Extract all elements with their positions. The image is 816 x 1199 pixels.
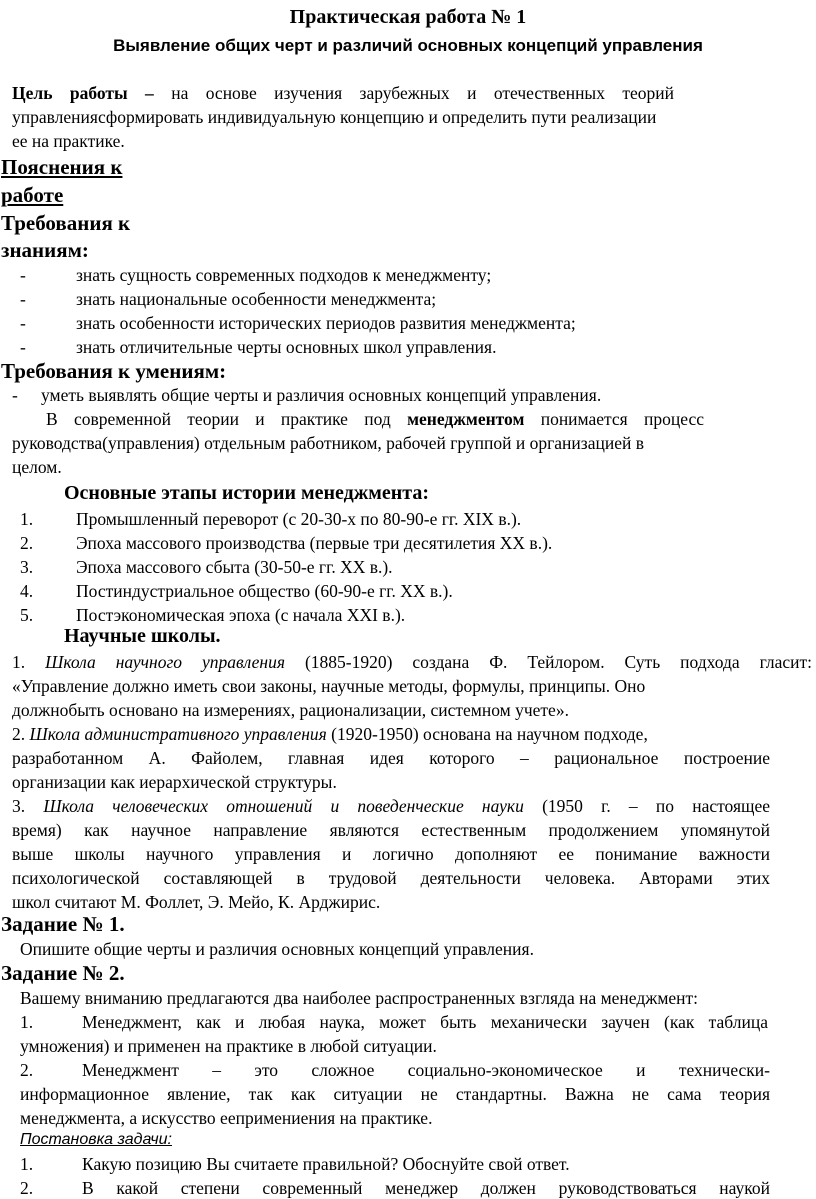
view-2-line-3: менеджмента, а искусство еепримениения на практике.: [20, 1108, 433, 1128]
school-3-line-1: [12, 796, 770, 817]
management-def-pre: В современной теории и практике под: [46, 409, 391, 429]
stage-item: Постэкономическая эпоха (с начала XXI в.).: [76, 605, 406, 625]
goal-line-2: управлениясформировать индивидуальную концепцию и определить пути реализации: [12, 107, 657, 127]
bullet-dash: -: [20, 289, 26, 309]
stage-item: Эпоха массового сбыта (30-50-е гг. XX в.).: [76, 557, 393, 577]
page-title: Практическая работа № 1: [289, 6, 527, 28]
list-number: 1.: [20, 1012, 34, 1032]
bullet-dash: -: [12, 385, 18, 405]
goal-line-3: ее на практике.: [12, 131, 125, 151]
goal-label: Цель работы –: [12, 83, 154, 103]
school-2-num: 2.: [12, 724, 26, 744]
bullet-dash: -: [20, 337, 26, 357]
school-2-line-3: организации как иерархической структуры.: [12, 772, 337, 792]
task-1-heading: Задание № 1.: [1, 912, 125, 936]
question-2: В какой степени современный менеджер должен руководствоваться наукой: [82, 1178, 770, 1198]
view-2-line-2: информационное явление, так как ситуации не стандартны. Важна не сама теория: [20, 1084, 770, 1104]
list-number: 2.: [20, 1060, 34, 1080]
knowledge-item: знать сущность современных подходов к менеджменту;: [76, 265, 492, 285]
school-3-name: Школа человеческих отношений и поведенческие науки: [43, 796, 524, 816]
stages-heading: Основные этапы истории менеджмента:: [64, 482, 429, 504]
view-1-line-2: умножения) и применен на практике в любой ситуации.: [20, 1036, 437, 1056]
management-def-line-1: [46, 409, 704, 430]
list-number: 3.: [20, 557, 34, 577]
knowledge-heading-1: Требования к: [1, 211, 131, 235]
stage-item: Промышленный переворот (с 20-30-х по 80-90-е гг. XIX в.).: [76, 509, 522, 529]
list-number: 1.: [20, 509, 34, 529]
skills-heading: Требования к умениям:: [1, 359, 227, 383]
bullet-dash: -: [20, 265, 26, 285]
school-1-name: Школа научного управления: [45, 652, 285, 672]
management-def-line-2: руководства(управления) отдельным работником, рабочей группой и организацией в: [12, 433, 644, 453]
school-1-line-1: [12, 652, 812, 673]
view-1-line-1: Менеджмент, как и любая наука, может быть механически заучен (как таблица: [82, 1012, 768, 1032]
school-2-line-2: разработанном А. Файолем, главная идея которого – рациональное построение: [12, 748, 770, 768]
list-number: 2.: [20, 1178, 34, 1198]
knowledge-item: знать национальные особенности менеджмента;: [76, 289, 437, 309]
school-2-name: Школа административного управления: [29, 724, 327, 744]
statement-label: Постановка задачи:: [20, 1131, 172, 1148]
goal-line-1: [12, 83, 674, 104]
list-number: 2.: [20, 533, 34, 553]
bullet-dash: -: [20, 313, 26, 333]
school-1-line-2: «Управление должно иметь свои законы, научные методы, формулы, принципы. Оно: [12, 676, 646, 696]
page-subtitle: Выявление общих черт и различий основных концепций управления: [113, 36, 703, 55]
skills-item: уметь выявлять общие черты и различия основных концепций управления.: [41, 385, 602, 405]
task-2-heading: Задание № 2.: [1, 961, 125, 985]
knowledge-heading-2: знаниям:: [1, 238, 89, 262]
school-1-line-3: должнобыть основано на измерениях, рационализации, системном учете».: [12, 700, 569, 720]
knowledge-item: знать особенности исторических периодов развития менеджмента;: [76, 313, 576, 333]
school-3-line-4: психологической составляющей в трудовой деятельности человека. Авторами этих: [12, 868, 770, 888]
goal-text-1: на основе изучения зарубежных и отечественных теорий: [171, 83, 674, 103]
task-1-text: Опишите общие черты и различия основных концепций управления.: [20, 939, 534, 959]
school-2-line-1: [12, 724, 648, 745]
management-def-post: понимается процесс: [540, 409, 704, 429]
list-number: 4.: [20, 581, 34, 601]
stage-item: Эпоха массового производства (первые три десятилетия XX в.).: [76, 533, 553, 553]
task-2-intro: Вашему вниманию предлагаются два наиболее распространенных взгляда на менеджмент:: [20, 988, 699, 1008]
explanations-heading-1: Пояснения к: [1, 155, 123, 179]
school-3-rest: (1950 г. – по настоящее: [542, 796, 771, 816]
school-3-line-3: выше школы научного управления и логично дополняют ее понимание важности: [12, 844, 770, 864]
school-3-num: 3.: [12, 796, 26, 816]
schools-heading: Научные школы.: [64, 625, 221, 647]
list-number: 1.: [20, 1154, 34, 1174]
view-2-line-1: Менеджмент – это сложное социально-экономическое и технически-: [82, 1060, 770, 1080]
question-1: Какую позицию Вы считаете правильной? Обоснуйте свой ответ.: [82, 1154, 570, 1174]
school-1-rest: (1885-1920) создана Ф. Тейлором. Суть подхода гласит:: [304, 652, 813, 672]
school-3-line-2: время) как научное направление являются естественным продолжением упомянутой: [12, 820, 770, 840]
explanations-heading-2: работе: [1, 183, 64, 207]
management-def-line-3: целом.: [12, 457, 62, 477]
school-1-num: 1.: [12, 652, 26, 672]
knowledge-item: знать отличительные черты основных школ управления.: [76, 337, 497, 357]
management-def-term: менеджментом: [407, 409, 525, 429]
school-2-rest: (1920-1950) основана на научном подходе,: [331, 724, 648, 744]
stage-item: Постиндустриальное общество (60-90-е гг. XX в.).: [76, 581, 453, 601]
school-3-line-5: школ считают М. Фоллет, Э. Мейо, К. Арджирис.: [12, 892, 381, 912]
list-number: 5.: [20, 605, 34, 625]
